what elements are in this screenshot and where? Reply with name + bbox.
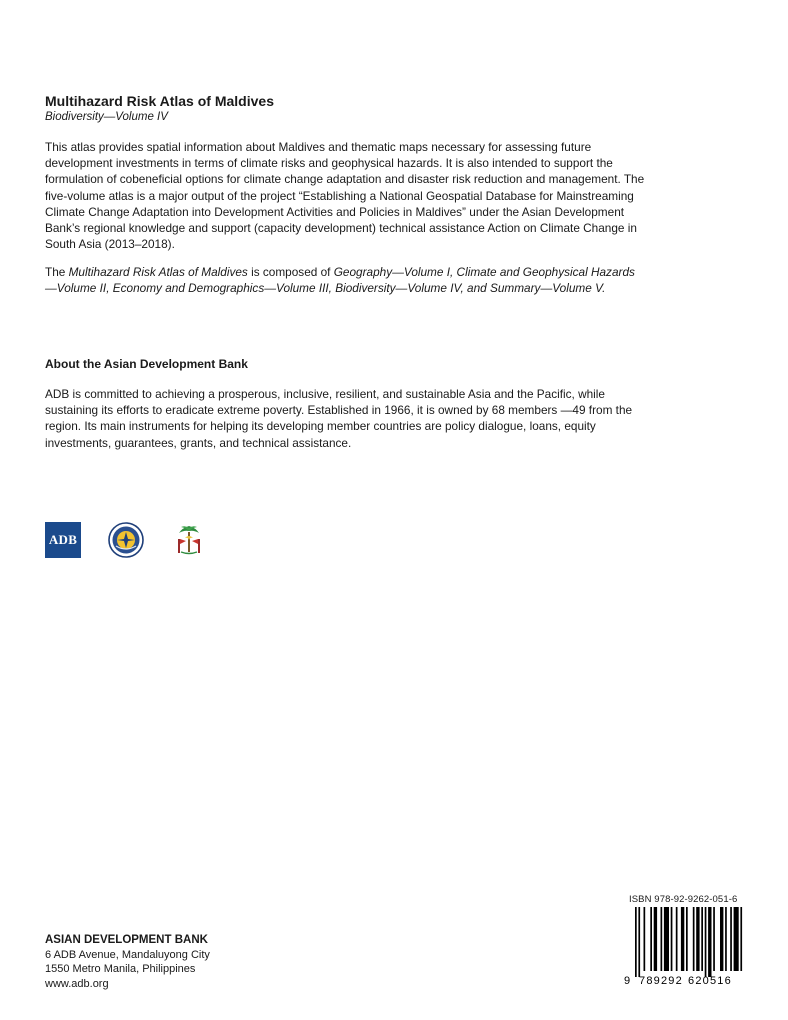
barcode-bar <box>638 907 640 977</box>
atlas-title: Multihazard Risk Atlas of Maldives <box>45 93 274 109</box>
barcode-bar <box>681 907 684 971</box>
barcode-bar <box>730 907 732 971</box>
adb-logo: ADB <box>45 522 81 558</box>
barcode-graphic <box>623 907 745 987</box>
barcode-digits-right: 620516 <box>688 975 732 987</box>
publisher-name: ASIAN DEVELOPMENT BANK <box>45 934 208 946</box>
barcode-bar <box>686 907 688 971</box>
about-heading: About the Asian Development Bank <box>45 357 248 371</box>
barcode-bars <box>635 907 745 977</box>
barcode-bar <box>708 907 711 977</box>
maldives-state-emblem-icon <box>171 522 207 558</box>
publisher-website[interactable]: www.adb.org <box>45 977 109 990</box>
barcode-bar <box>650 907 652 971</box>
publisher-address-line1: 6 ADB Avenue, Mandaluyong City <box>45 948 210 961</box>
national-agency-seal-icon <box>108 522 144 558</box>
barcode-digits-left: 789292 <box>639 975 683 987</box>
barcode-bar <box>734 907 739 971</box>
barcode-bar <box>696 907 699 971</box>
volume-subtitle: Biodiversity—Volume IV <box>45 111 168 123</box>
composition-prefix: The <box>45 265 69 279</box>
barcode-bar <box>713 907 715 971</box>
isbn-barcode <box>623 893 745 988</box>
barcode-bar <box>664 907 669 971</box>
barcode-bar <box>671 907 673 971</box>
barcode-bar <box>676 907 678 971</box>
composition-middle: is composed of <box>247 265 334 279</box>
barcode-bar <box>720 907 723 971</box>
barcode-lead-digit: 9 <box>624 975 631 987</box>
barcode-bar <box>661 907 663 971</box>
composition-volumes: Geography—Volume I, Climate and Geophysical Hazards —Volume II, Economy and Demographics—Volume III, Biodiversity—Volume IV, and Summary—Volume V. <box>45 265 635 296</box>
barcode-bar <box>725 907 727 971</box>
isbn-number: ISBN 978-92-9262-051-6 <box>629 894 738 905</box>
barcode-bar <box>740 907 742 971</box>
barcode-bar <box>705 907 707 977</box>
about-paragraph: ADB is committed to achieving a prosperous, inclusive, resilient, and sustainable Asia and the Pacific, while sustaining its efforts to eradicate extreme poverty. Established in 1966, it is owned by 68 members —49 from the region. Its main instruments for helping its developing member countries are policy dialogue, loans, equity investments, guarantees, grants, and technical assistance. <box>45 387 633 450</box>
barcode-bar <box>693 907 695 971</box>
partner-logos <box>45 522 207 558</box>
barcode-bar <box>644 907 646 971</box>
publisher-address-line2: 1550 Metro Manila, Philippines <box>45 963 196 975</box>
barcode-bar <box>701 907 703 971</box>
composition-paragraph <box>45 264 645 296</box>
composition-atlas-title: Multihazard Risk Atlas of Maldives <box>68 265 248 279</box>
publisher-footer <box>45 933 210 991</box>
barcode-bar <box>635 907 637 977</box>
barcode-bar <box>654 907 657 971</box>
intro-paragraph: This atlas provides spatial information about Maldives and thematic maps necessary for assessing future development investments in terms of climate risks and geophysical hazards. It is also intended to support the formulation of cobeneficial options for climate change adaptation and disaster risk reduction and management. The five-volume atlas is a major output of the project “Establishing a National Geospatial Database for Mainstreaming Climate Change Adaptation into Development Activities and Policies in Maldives” under the Asian Development Bank’s regional knowledge and support (capacity development) technical assistance Action on Climate Change in South Asia (2013–2018). <box>45 140 645 252</box>
